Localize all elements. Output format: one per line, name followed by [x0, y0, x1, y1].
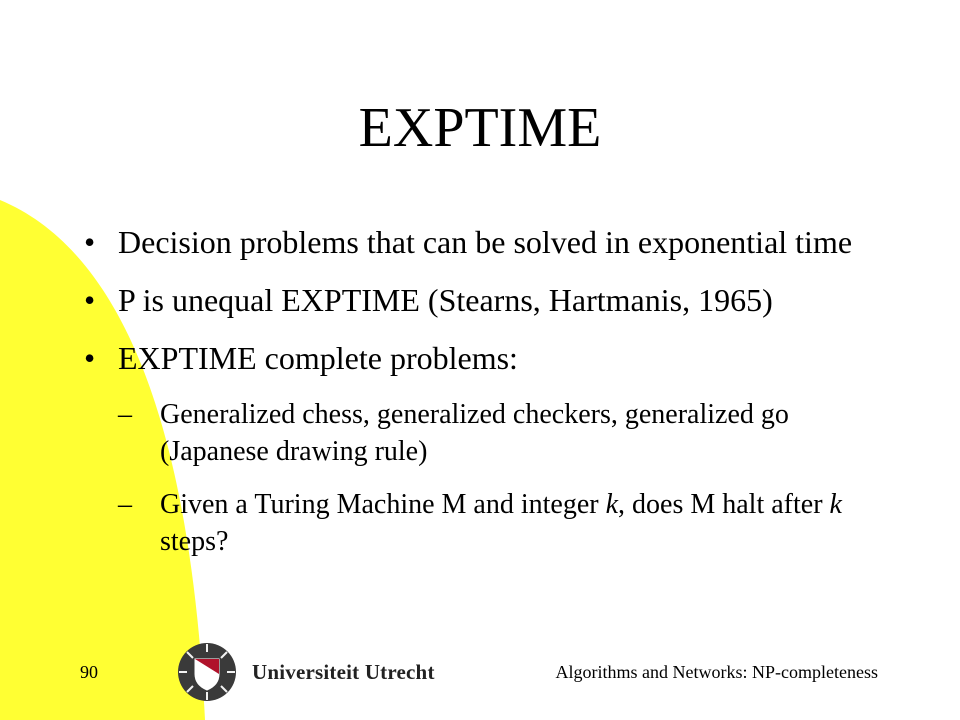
- bullet-marker: •: [84, 224, 96, 260]
- bullet-list: [84, 222, 904, 576]
- sub-bullet-item: [118, 486, 904, 560]
- university-wordmark: Universiteit Utrecht: [252, 659, 435, 684]
- bullet-text: Decision problems that can be solved in exponential time: [118, 224, 853, 260]
- sub-bullet-marker: –: [118, 399, 132, 430]
- sub-bullet-marker: –: [118, 489, 132, 520]
- sub-bullet-text: Generalized chess, generalized checkers, generalized go (Japanese drawing rule): [160, 399, 789, 467]
- slide-title: EXPTIME: [358, 97, 602, 159]
- italic-variable-k: k: [829, 489, 842, 520]
- sub-bullet-text-part: Given a Turing Machine M and integer: [160, 489, 606, 520]
- slide-number: 90: [80, 662, 98, 682]
- university-logo: [174, 641, 435, 703]
- footer-course-title: Algorithms and Networks: NP-completeness: [555, 662, 878, 682]
- sub-bullet-list: [118, 396, 904, 560]
- sub-bullet-text: [160, 489, 842, 557]
- bullet-item: [84, 280, 904, 320]
- sub-bullet-text-part: , does M halt after: [618, 489, 830, 520]
- bullet-marker: •: [84, 282, 96, 318]
- sub-bullet-item: [118, 396, 904, 470]
- bullet-item: [84, 338, 904, 378]
- bullet-text: P is unequal EXPTIME (Stearns, Hartmanis, 1965): [118, 282, 773, 318]
- bullet-marker: •: [84, 340, 96, 376]
- italic-variable-k: k: [605, 489, 619, 520]
- sub-bullet-text-part: steps?: [160, 526, 229, 557]
- bullet-text: EXPTIME complete problems:: [118, 340, 518, 376]
- university-seal-icon: [174, 641, 240, 703]
- bullet-item: [84, 222, 904, 262]
